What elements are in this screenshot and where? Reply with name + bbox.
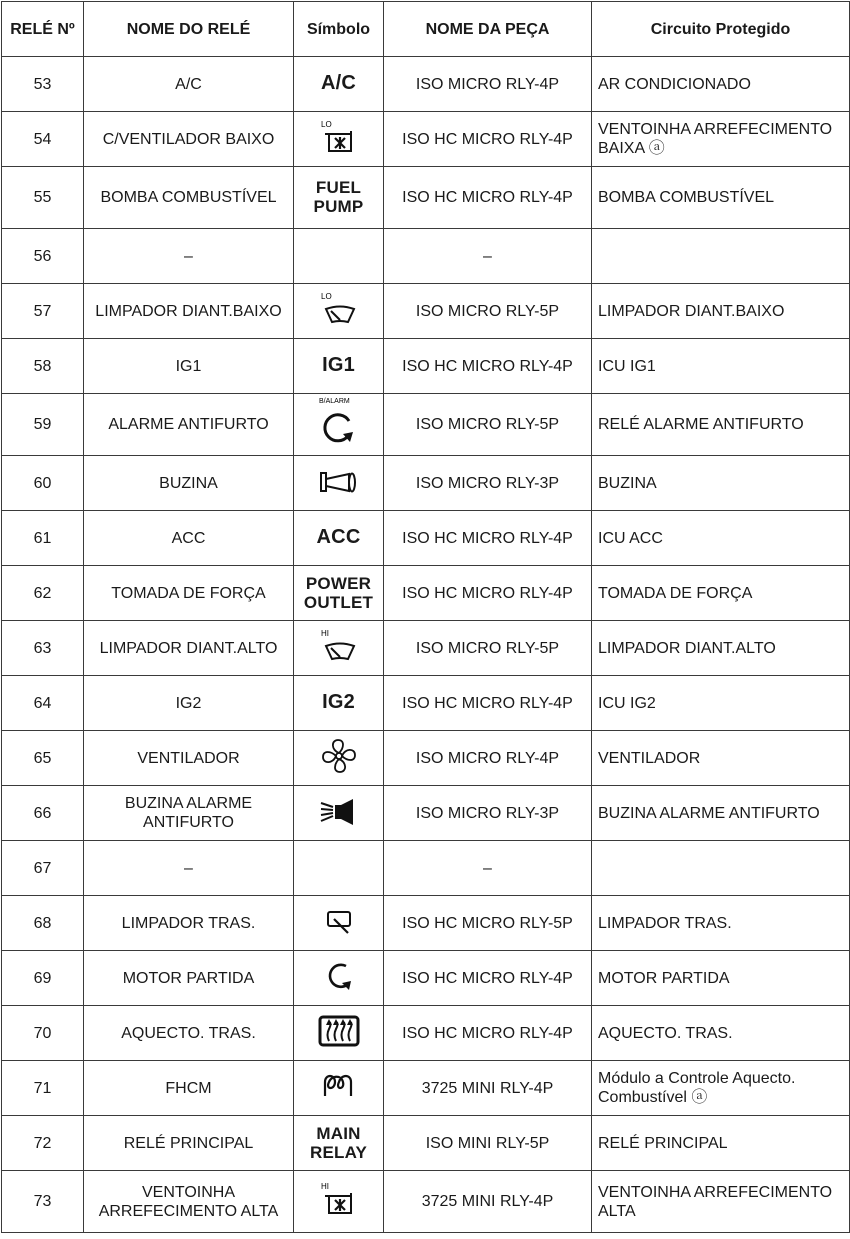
relay-name-cell: VENTILADOR xyxy=(84,731,294,786)
table-row xyxy=(2,229,850,284)
table-row xyxy=(2,511,850,566)
front-wiper-icon xyxy=(317,628,361,664)
table-row xyxy=(2,167,850,229)
relay-number-cell: 54 xyxy=(2,112,84,167)
table-row xyxy=(2,676,850,731)
symbol-cell xyxy=(294,841,384,896)
part-name-cell: ISO HC MICRO RLY-4P xyxy=(384,566,592,621)
header-row xyxy=(2,2,850,57)
relay-number-cell: 68 xyxy=(2,896,84,951)
header-relay-name: NOME DO RELÉ xyxy=(84,2,294,57)
relay-number-cell: 70 xyxy=(2,1006,84,1061)
rear-defrost-icon xyxy=(315,1011,363,1051)
symbol-cell xyxy=(294,229,384,284)
part-name-cell: ISO HC MICRO RLY-4P xyxy=(384,167,592,229)
table-row xyxy=(2,621,850,676)
table-row xyxy=(2,896,850,951)
relay-name-cell: IG1 xyxy=(84,339,294,394)
header-relay-no: RELÉ Nº xyxy=(2,2,84,57)
relay-name-cell: FHCM xyxy=(84,1061,294,1116)
relay-number-cell: 60 xyxy=(2,456,84,511)
part-name-cell: ISO MICRO RLY-5P xyxy=(384,621,592,676)
part-name-cell: ISO HC MICRO RLY-4P xyxy=(384,1006,592,1061)
relay-name-cell: ACC xyxy=(84,511,294,566)
symbol-label: B/ALARM xyxy=(318,398,350,405)
symbol-text: A/C xyxy=(320,72,357,94)
protected-circuit-cell: VENTOINHA ARREFECIMENTO BAIXA ⓐ xyxy=(592,112,850,167)
relay-name-cell: C/VENTILADOR BAIXO xyxy=(84,112,294,167)
relay-number-cell: 65 xyxy=(2,731,84,786)
table-row xyxy=(2,112,850,167)
relay-name-cell: BUZINA ALARME ANTIFURTO xyxy=(84,786,294,841)
symbol-text xyxy=(314,178,364,216)
relay-number-cell: 72 xyxy=(2,1116,84,1171)
part-name-cell: 3725 MINI RLY-4P xyxy=(384,1171,592,1233)
table-row xyxy=(2,1116,850,1171)
symbol-line-1: FUEL xyxy=(315,178,362,197)
symbol-label: LO xyxy=(320,119,332,129)
part-name-cell: ISO HC MICRO RLY-4P xyxy=(384,676,592,731)
part-name-cell: ISO MINI RLY-5P xyxy=(384,1116,592,1171)
symbol-label: HI xyxy=(320,1182,329,1191)
relay-number-cell: 62 xyxy=(2,566,84,621)
horn-icon xyxy=(315,463,363,499)
protected-circuit-cell: VENTILADOR xyxy=(592,731,850,786)
relay-name-cell: BUZINA xyxy=(84,456,294,511)
fuel-heater-icon xyxy=(317,1068,361,1104)
symbol-label: HI xyxy=(320,628,329,638)
relay-number-cell: 73 xyxy=(2,1171,84,1233)
symbol-cell xyxy=(294,339,384,394)
part-name-cell: ISO MICRO RLY-5P xyxy=(384,284,592,339)
protected-circuit-cell: Módulo a Controle Aquecto. Combustível ⓐ xyxy=(592,1061,850,1116)
protected-circuit-cell: MOTOR PARTIDA xyxy=(592,951,850,1006)
protected-circuit-cell: LIMPADOR TRAS. xyxy=(592,896,850,951)
protected-circuit-cell: LIMPADOR DIANT.ALTO xyxy=(592,621,850,676)
part-name-cell: ISO HC MICRO RLY-5P xyxy=(384,896,592,951)
header-part-name: NOME DA PEÇA xyxy=(384,2,592,57)
table-row xyxy=(2,1061,850,1116)
protected-circuit-cell: RELÉ PRINCIPAL xyxy=(592,1116,850,1171)
relay-name-cell: LIMPADOR DIANT.ALTO xyxy=(84,621,294,676)
symbol-cell xyxy=(294,621,384,676)
protected-circuit-cell: AR CONDICIONADO xyxy=(592,57,850,112)
relay-number-cell: 53 xyxy=(2,57,84,112)
radiator-fan-icon xyxy=(317,119,361,155)
table-row xyxy=(2,57,850,112)
symbol-cell xyxy=(294,511,384,566)
symbol-cell xyxy=(294,394,384,456)
symbol-text: IG1 xyxy=(322,354,355,376)
part-name-cell: ISO MICRO RLY-5P xyxy=(384,394,592,456)
header-symbol: Símbolo xyxy=(294,2,384,57)
protected-circuit-cell: LIMPADOR DIANT.BAIXO xyxy=(592,284,850,339)
relay-name-cell: A/C xyxy=(84,57,294,112)
symbol-cell xyxy=(294,1116,384,1171)
relay-name-cell: – xyxy=(84,841,294,896)
part-name-cell: ISO MICRO RLY-3P xyxy=(384,786,592,841)
protected-circuit-cell: RELÉ ALARME ANTIFURTO xyxy=(592,394,850,456)
relay-number-cell: 59 xyxy=(2,394,84,456)
part-name-cell: ISO MICRO RLY-3P xyxy=(384,456,592,511)
symbol-line-2: PUMP xyxy=(313,197,364,216)
symbol-cell xyxy=(294,57,384,112)
table-row xyxy=(2,394,850,456)
relay-number-cell: 56 xyxy=(2,229,84,284)
anti-theft-icon xyxy=(315,396,363,448)
blower-fan-icon xyxy=(317,736,361,776)
symbol-cell xyxy=(294,1006,384,1061)
relay-name-cell: LIMPADOR DIANT.BAIXO xyxy=(84,284,294,339)
front-wiper-icon xyxy=(317,291,361,327)
protected-circuit-cell: BUZINA xyxy=(592,456,850,511)
header-protected-circuit: Circuito Protegido xyxy=(592,2,850,57)
symbol-cell xyxy=(294,1171,384,1233)
relay-name-cell: MOTOR PARTIDA xyxy=(84,951,294,1006)
symbol-cell xyxy=(294,167,384,229)
part-name-cell: ISO MICRO RLY-4P xyxy=(384,57,592,112)
relay-number-cell: 69 xyxy=(2,951,84,1006)
relay-number-cell: 57 xyxy=(2,284,84,339)
symbol-cell xyxy=(294,284,384,339)
symbol-cell xyxy=(294,566,384,621)
table-row xyxy=(2,456,850,511)
table-row xyxy=(2,284,850,339)
table-row xyxy=(2,731,850,786)
symbol-line-2: RELAY xyxy=(309,1142,368,1162)
relay-number-cell: 63 xyxy=(2,621,84,676)
part-name-cell: – xyxy=(384,229,592,284)
relay-number-cell: 58 xyxy=(2,339,84,394)
symbol-cell xyxy=(294,896,384,951)
table-row xyxy=(2,786,850,841)
relay-number-cell: 55 xyxy=(2,167,84,229)
symbol-text xyxy=(304,574,373,612)
protected-circuit-cell: AQUECTO. TRAS. xyxy=(592,1006,850,1061)
relay-name-cell: VENTOINHA ARREFECIMENTO ALTA xyxy=(84,1171,294,1233)
protected-circuit-cell xyxy=(592,229,850,284)
relay-name-cell: ALARME ANTIFURTO xyxy=(84,394,294,456)
part-name-cell: 3725 MINI RLY-4P xyxy=(384,1061,592,1116)
part-name-cell: ISO HC MICRO RLY-4P xyxy=(384,511,592,566)
symbol-cell xyxy=(294,1061,384,1116)
relay-number-cell: 61 xyxy=(2,511,84,566)
relay-name-cell: LIMPADOR TRAS. xyxy=(84,896,294,951)
symbol-line-2: OUTLET xyxy=(303,592,374,612)
relay-name-cell: – xyxy=(84,229,294,284)
symbol-label: LO xyxy=(320,291,332,301)
alarm-horn-icon xyxy=(315,793,363,829)
relay-name-cell: AQUECTO. TRAS. xyxy=(84,1006,294,1061)
relay-table xyxy=(1,1,850,1233)
symbol-line-1: POWER xyxy=(305,573,372,593)
symbol-cell xyxy=(294,112,384,167)
table-row xyxy=(2,566,850,621)
symbol-text xyxy=(310,1124,367,1162)
symbol-cell xyxy=(294,951,384,1006)
protected-circuit-cell: ICU IG2 xyxy=(592,676,850,731)
protected-circuit-cell: ICU IG1 xyxy=(592,339,850,394)
relay-number-cell: 64 xyxy=(2,676,84,731)
part-name-cell: ISO HC MICRO RLY-4P xyxy=(384,339,592,394)
symbol-cell xyxy=(294,676,384,731)
protected-circuit-cell: VENTOINHA ARREFECIMENTO ALTA xyxy=(592,1171,850,1233)
symbol-text: IG2 xyxy=(322,691,355,713)
symbol-cell xyxy=(294,456,384,511)
symbol-cell xyxy=(294,786,384,841)
part-name-cell: – xyxy=(384,841,592,896)
relay-name-cell: IG2 xyxy=(84,676,294,731)
protected-circuit-cell: BUZINA ALARME ANTIFURTO xyxy=(592,786,850,841)
table-row xyxy=(2,1171,850,1233)
protected-circuit-cell: ICU ACC xyxy=(592,511,850,566)
relay-name-cell: BOMBA COMBUSTÍVEL xyxy=(84,167,294,229)
symbol-text: ACC xyxy=(316,526,361,548)
part-name-cell: ISO HC MICRO RLY-4P xyxy=(384,112,592,167)
protected-circuit-cell xyxy=(592,841,850,896)
relay-number-cell: 67 xyxy=(2,841,84,896)
symbol-cell xyxy=(294,731,384,786)
table-row xyxy=(2,339,850,394)
protected-circuit-cell: BOMBA COMBUSTÍVEL xyxy=(592,167,850,229)
relay-number-cell: 71 xyxy=(2,1061,84,1116)
part-name-cell: ISO MICRO RLY-4P xyxy=(384,731,592,786)
symbol-line-1: MAIN xyxy=(316,1123,361,1143)
table-row xyxy=(2,841,850,896)
table-row xyxy=(2,951,850,1006)
rear-wiper-icon xyxy=(317,903,361,939)
table-row xyxy=(2,1006,850,1061)
relay-name-cell: TOMADA DE FORÇA xyxy=(84,566,294,621)
relay-name-cell: RELÉ PRINCIPAL xyxy=(84,1116,294,1171)
starter-icon xyxy=(317,956,361,996)
radiator-fan-icon xyxy=(317,1181,361,1217)
protected-circuit-cell: TOMADA DE FORÇA xyxy=(592,566,850,621)
relay-number-cell: 66 xyxy=(2,786,84,841)
part-name-cell: ISO HC MICRO RLY-4P xyxy=(384,951,592,1006)
